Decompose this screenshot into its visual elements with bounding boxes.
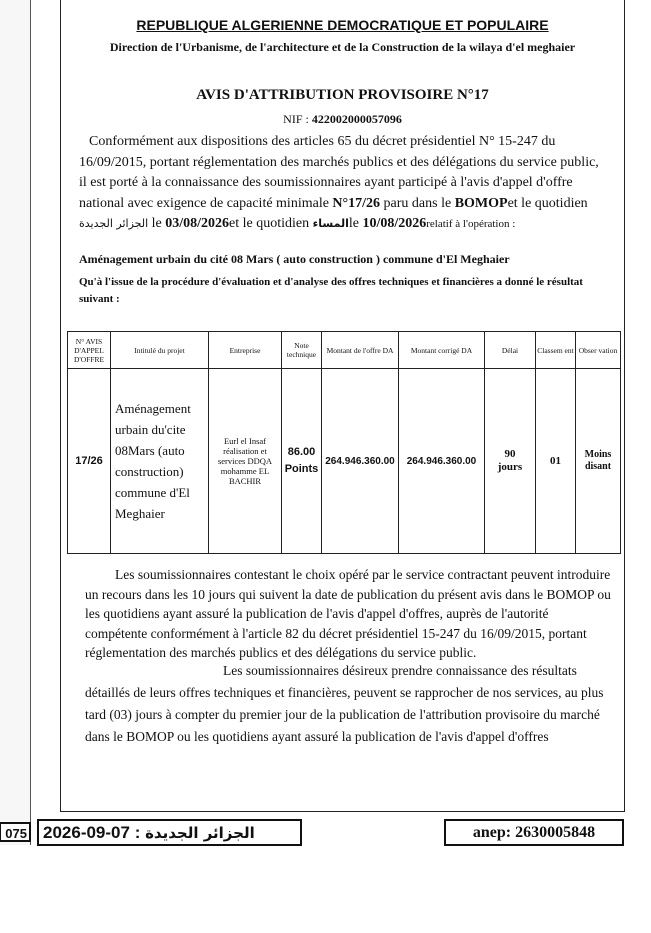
header-projet: Intitulé du projet xyxy=(111,332,209,369)
cell-note xyxy=(282,369,322,554)
header-num: N° AVIS D'APPEL D'OFFRE xyxy=(68,332,111,369)
intro-text-6: le xyxy=(348,216,363,231)
header-montant-offre: Montant de l'offre DA xyxy=(322,332,399,369)
cell-observation: Moins disant xyxy=(576,369,621,554)
nif-label: NIF : xyxy=(283,112,309,126)
header-delai: Délai xyxy=(485,332,536,369)
delai-unit: jours xyxy=(497,461,523,473)
cell-num: 17/26 xyxy=(68,369,111,554)
date-2: 10/08/2026 xyxy=(362,216,427,231)
footer-date: 2026-09-07 xyxy=(43,823,130,842)
adjacent-page-number: 075 xyxy=(0,822,31,842)
adjacent-page-fragment xyxy=(0,0,31,845)
intro-text-3: et le quotidien xyxy=(507,195,588,211)
cell-entreprise: Eurl el Insaf réalisation et services DDQA mohamme EL BACHIR xyxy=(209,369,282,554)
results-table xyxy=(67,331,621,554)
intro-text-4: le xyxy=(148,216,166,231)
intro-text-1: Conformément aux dispositions des articles 65 du décret présidentiel N° 15-247 du 16/09/2015, portant réglementation des marchés publics et des délégations du service public, il est porté à la connaissance des soumissionnaires ayant participé à l'avis d'appel d'offre national avec exigence de capacité minimale xyxy=(79,134,599,211)
intro-text-2: paru dans le xyxy=(380,195,455,211)
header-observation: Obser vation xyxy=(576,332,621,369)
republic-heading: REPUBLIQUE ALGERIENNE DEMOCRATIQUE ET POPULAIRE xyxy=(136,17,549,33)
nif-line xyxy=(61,112,624,127)
notice-title: AVIS D'ATTRIBUTION PROVISOIRE N°17 xyxy=(196,87,489,103)
appel-number: N°17/26 xyxy=(332,195,381,211)
appeal-paragraph xyxy=(85,565,611,663)
newspaper-2: المساء xyxy=(312,217,349,230)
cell-classement: 01 xyxy=(536,369,576,554)
footer-anep-box: anep: 2630005848 xyxy=(444,819,624,846)
delai-value: 90 xyxy=(504,448,516,460)
intro-text-7: relatif à l'opération : xyxy=(426,218,516,230)
tender-notice xyxy=(60,0,625,812)
intro-text-5: et le quotidien xyxy=(229,216,313,231)
appeal-text: Les soumissionnaires contestant le choix opéré par le service contractant peuvent introduire un recours dans les 10 jours qui suivent la date de publication du présent avis dans le BOMOP ou les quotidiens ayant assuré la publication de l'avis d'appel d'offres, auprès de l'autorité compétente conformément à l'article 82 du décret présidentiel 15-247 du 16/09/2015, portant réglementation des marchés publics et des délégations du service public. xyxy=(85,567,611,660)
footer-newspaper: الجزائر الجديدة xyxy=(145,824,255,842)
footer-separator: : xyxy=(129,823,146,842)
consultation-paragraph xyxy=(85,660,611,748)
cell-montant-corrige: 264.946.360.00 xyxy=(399,369,485,554)
newspaper-1: الجزائر الجديدة xyxy=(79,217,149,230)
bomop-label: BOMOP xyxy=(454,195,508,211)
header-note: Note technique xyxy=(282,332,322,369)
header-entreprise: Entreprise xyxy=(209,332,282,369)
table-header-row xyxy=(68,332,621,369)
header-classement: Classem ent xyxy=(536,332,576,369)
evaluation-result-intro: Qu'à l'issue de la procédure d'évaluation et d'analyse des offres techniques et financières a donné le résultat suivant : xyxy=(79,276,583,305)
footer-date-box xyxy=(37,819,302,846)
operation-object: Aménagement urbain du cité 08 Mars ( auto construction ) commune d'El Meghaier xyxy=(79,252,510,266)
nif-value: 422002000057096 xyxy=(311,112,402,126)
consultation-text: Les soumissionnaires désireux prendre connaissance des résultats détaillés de leurs offres techniques et financières, peuvent se rapprocher de nos services, au plus tard (03) jours à compter du premier jour de la publication de l'attribution provisoire du marché dans le BOMOP ou les quotidiens ayant assuré la publication de l'avis d'appel d'offres xyxy=(85,663,604,744)
intro-paragraph xyxy=(79,132,609,235)
note-unit: Points xyxy=(284,463,319,475)
cell-montant-offre: 264.946.360.00 xyxy=(322,369,399,554)
table-row xyxy=(68,369,621,554)
issuing-direction: Direction de l'Urbanisme, de l'architecture et de la Construction de la wilaya d'el meghaier xyxy=(109,40,576,54)
header-montant-corrige: Montant corrigé DA xyxy=(399,332,485,369)
note-value: 86.00 xyxy=(287,446,316,458)
cell-projet: Aménagement urbain du'cite 08Mars (auto construction) commune d'El Meghaier xyxy=(111,369,209,554)
cell-delai xyxy=(485,369,536,554)
date-1: 03/08/2026 xyxy=(165,216,230,231)
